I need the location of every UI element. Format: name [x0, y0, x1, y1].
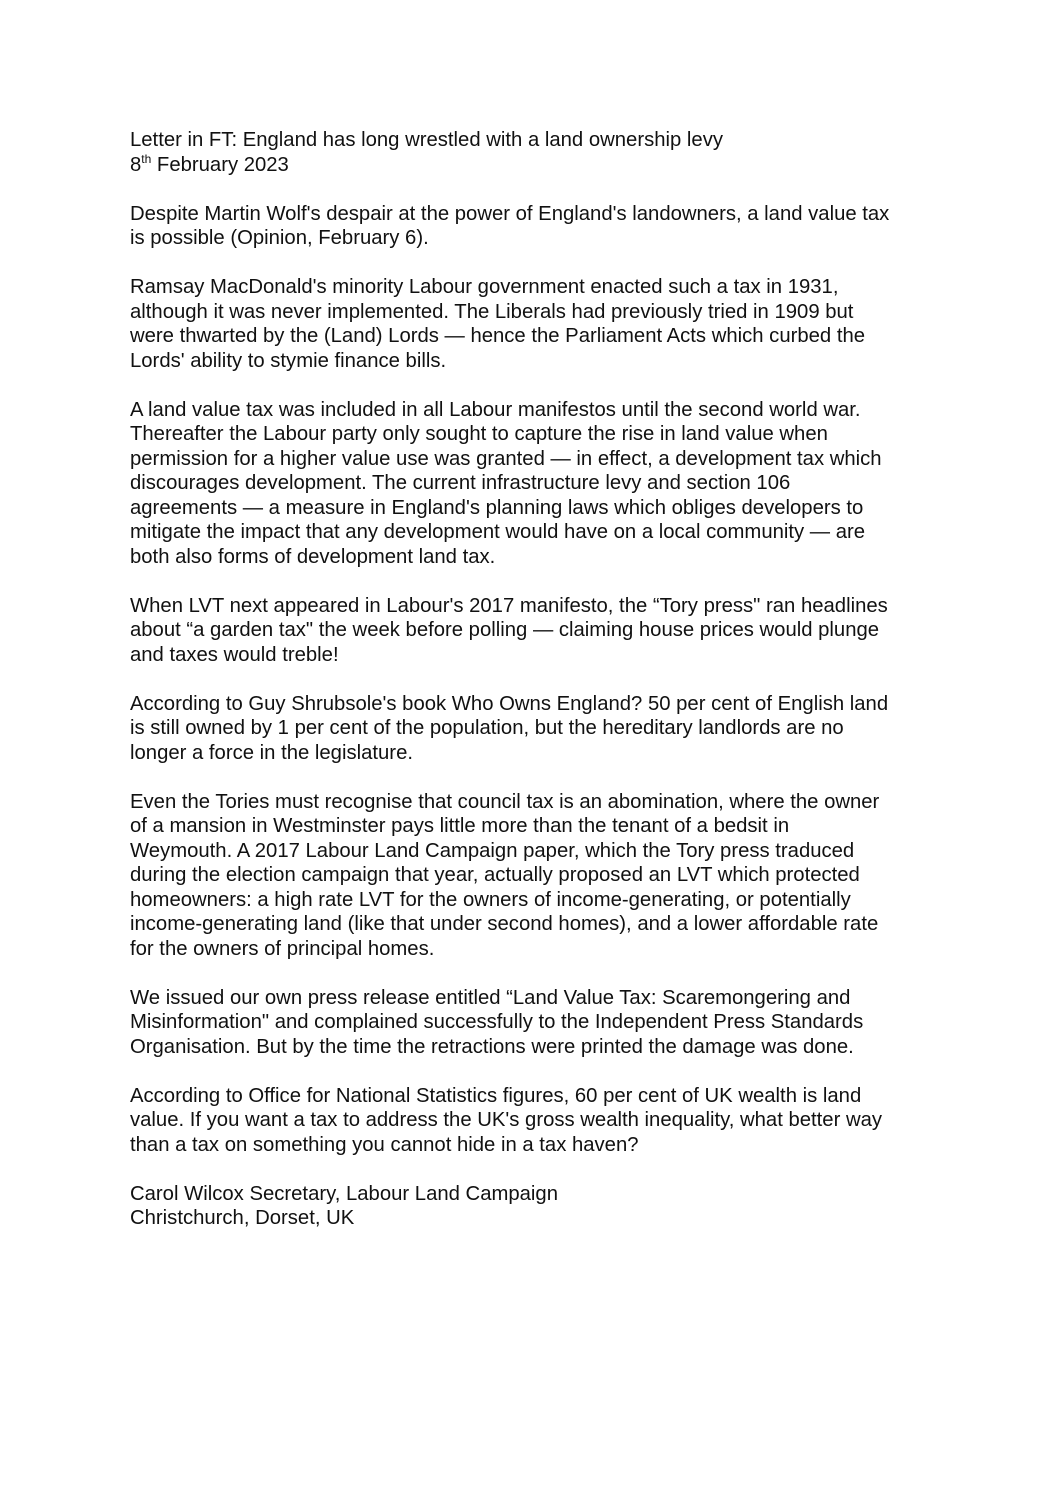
paragraph-line: about “a garden tax" the week before polling — claiming house prices would plunge [130, 619, 880, 641]
letter-body [130, 128, 930, 1255]
paragraph-line: although it was never implemented. The Liberals had previously tried in 1909 but [130, 300, 854, 323]
paragraph-line: Despite Martin Wolf's despair at the power of England's landowners, a land value tax [130, 202, 890, 225]
paragraph-line: According to Office for National Statistics figures, 60 per cent of UK wealth is land [130, 1084, 862, 1107]
paragraph-line: than a tax on something you cannot hide in a tax haven? [130, 1133, 639, 1156]
paragraph-line: Misinformation" and complained successfully to the Independent Press Standards [130, 1011, 864, 1033]
paragraph [130, 275, 930, 373]
paragraph-line: is possible (Opinion, February 6). [130, 227, 429, 249]
paragraph [130, 986, 930, 1060]
paragraph-line: Even the Tories must recognise that council tax is an abomination, where the owner [130, 790, 880, 813]
paragraph [130, 1084, 930, 1158]
paragraph-line: were thwarted by the (Land) Lords — hence the Parliament Acts which curbed the [130, 325, 866, 347]
letter-title: Letter in FT: England has long wrestled with a land ownership levy [130, 129, 723, 151]
paragraph-line: and taxes would treble! [130, 643, 339, 666]
paragraph [130, 202, 930, 251]
paragraph-line: of a mansion in Westminster pays little more than the tenant of a bedsit in [130, 815, 790, 837]
letter-date [130, 153, 930, 178]
date-day: 8 [130, 153, 142, 176]
paragraph-line: A land value tax was included in all Labour manifestos until the second world war. [130, 398, 861, 421]
letter-header [130, 128, 930, 177]
paragraph [130, 594, 930, 668]
paragraph-line: Ramsay MacDonald's minority Labour government enacted such a tax in 1931, [130, 276, 839, 298]
paragraph-line: When LVT next appeared in Labour's 2017 manifesto, the “Tory press" ran headlines [130, 594, 888, 617]
signature-location: Christchurch, Dorset, UK [130, 1207, 355, 1229]
paragraph-line: Organisation. But by the time the retractions were printed the damage was done. [130, 1035, 854, 1058]
paragraph-line: homeowners: a high rate LVT for the owners of income-generating, or potentially [130, 888, 851, 911]
paragraph-line: We issued our own press release entitled “Land Value Tax: Scaremongering and [130, 986, 851, 1009]
signature-block [130, 1182, 930, 1231]
paragraph-line: longer a force in the legislature. [130, 741, 413, 764]
paragraph-line: discourages development. The current infrastructure levy and section 106 [130, 472, 791, 494]
paragraph [130, 398, 930, 570]
signature-name: Carol Wilcox Secretary, Labour Land Campaign [130, 1182, 558, 1205]
paragraph-line: during the election campaign that year, actually proposed an LVT which protected [130, 864, 860, 886]
paragraph-line: Lords' ability to stymie finance bills. [130, 349, 447, 372]
paragraph-line: Weymouth. A 2017 Labour Land Campaign paper, which the Tory press traduced [130, 839, 855, 862]
paragraph-line: value. If you want a tax to address the UK's gross wealth inequality, what better way [130, 1109, 883, 1131]
paragraph [130, 790, 930, 962]
paragraph-line: income-generating land (like that under second homes), and a lower affordable rate [130, 913, 879, 935]
paragraph-line: for the owners of principal homes. [130, 937, 435, 960]
paragraph-line: agreements — a measure in England's planning laws which obliges developers to [130, 496, 864, 519]
paragraph-line: both also forms of development land tax. [130, 545, 496, 568]
paragraph-line: permission for a higher value use was granted — in effect, a development tax which [130, 447, 882, 470]
paragraph [130, 692, 930, 766]
paragraph-line: mitigate the impact that any development would have on a local community — are [130, 521, 866, 543]
paragraph-line: According to Guy Shrubsole's book Who Owns England? 50 per cent of English land [130, 692, 889, 715]
date-suffix: th [141, 151, 152, 166]
paragraph-line: Thereafter the Labour party only sought to capture the rise in land value when [130, 423, 828, 445]
paragraph-line: is still owned by 1 per cent of the population, but the hereditary landlords are no [130, 717, 844, 739]
date-month-year: February 2023 [151, 153, 289, 176]
